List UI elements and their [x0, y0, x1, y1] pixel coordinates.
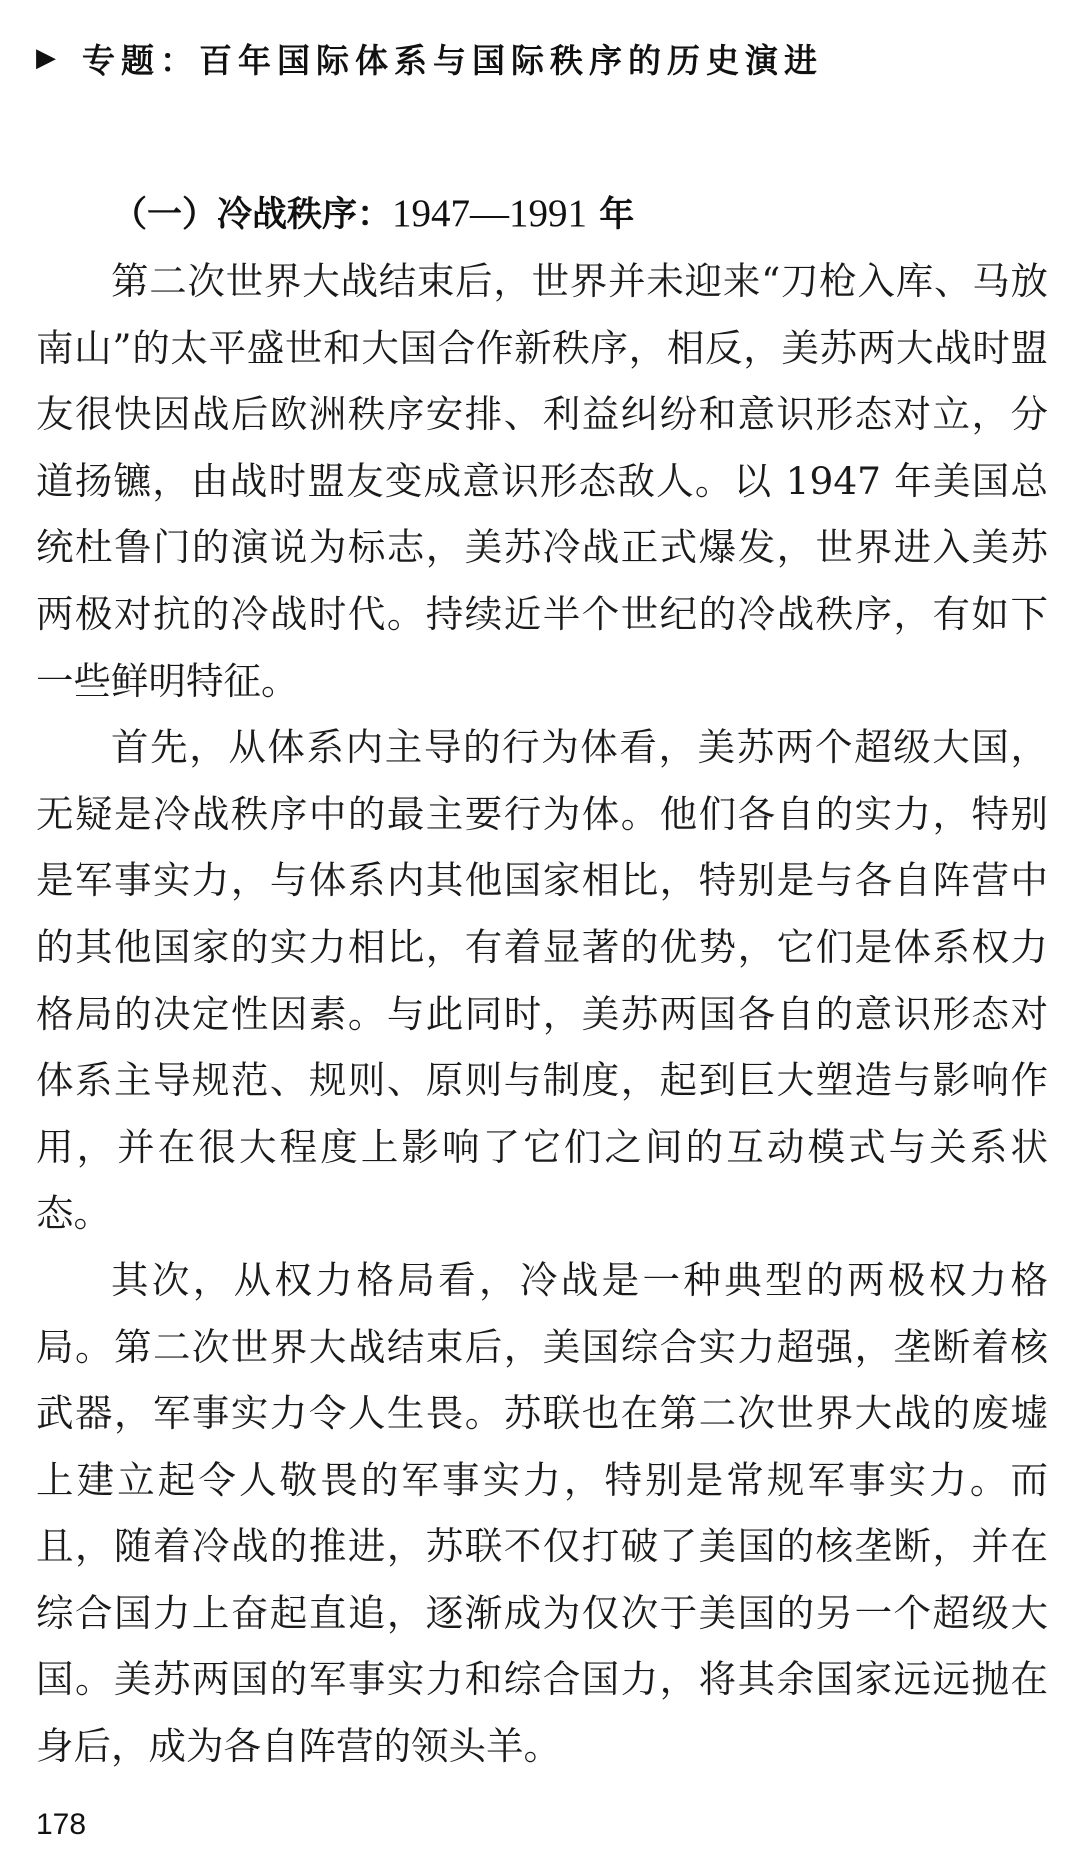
running-header	[36, 28, 823, 88]
paragraph-power-structure: 其次，从权力格局看，冷战是一种典型的两极权力格局。第二次世界大战结束后，美国综合实力超强，垄断着核武器，军事实力令人生畏。苏联也在第二次世界大战的废墟上建立起令人敬畏的军事实力，特别是常规军事实力。而且，随着冷战的推进，苏联不仅打破了美国的核垄断，并在综合国力上奋起直追，逐渐成为仅次于美国的另一个超级大国。美苏两国的军事实力和综合国力，将其余国家远远抛在身后，成为各自阵营的领头羊。	[36, 1257, 1048, 1769]
section-heading-prefix: （一）冷战秩序：	[112, 195, 393, 235]
section-heading	[36, 180, 1048, 248]
section-heading-suffix: 年	[587, 195, 635, 235]
paragraph-actors: 首先，从体系内主导的行为体看，美苏两个超级大国，无疑是冷战秩序中的最主要行为体。他们各自的实力，特别是军事实力，与体系内其他国家相比，特别是与各自阵营中的其他国家的实力相比，有着显著的优势，它们是体系权力格局的决定性因素。与此同时，美苏两国各自的意识形态对体系主导规范、规则、原则与制度，起到巨大塑造与影响作用，并在很大程度上影响了它们之间的互动模式与关系状态。	[36, 725, 1048, 1236]
section-heading-years: 1947—1991	[392, 192, 588, 235]
paragraph-intro: 第二次世界大战结束后，世界并未迎来“刀枪入库、马放南山”的太平盛世和大国合作新秩序，相反，美苏两大战时盟友很快因战后欧洲秩序安排、利益纠纷和意识形态对立，分道扬镳，由战时盟友变成意识形态敌人。以 1947 年美国总统杜鲁门的演说为标志，美苏冷战正式爆发，世界进入美苏两极对抗的冷战时代。持续近半个世纪的冷战秩序，有如下一些鲜明特征。	[36, 259, 1048, 703]
triangle-marker-icon: ▶	[36, 43, 56, 73]
page-body	[36, 180, 1048, 1780]
running-header-title: 专题：百年国际体系与国际秩序的历史演进	[82, 40, 823, 80]
page-number: 178	[36, 1808, 87, 1841]
